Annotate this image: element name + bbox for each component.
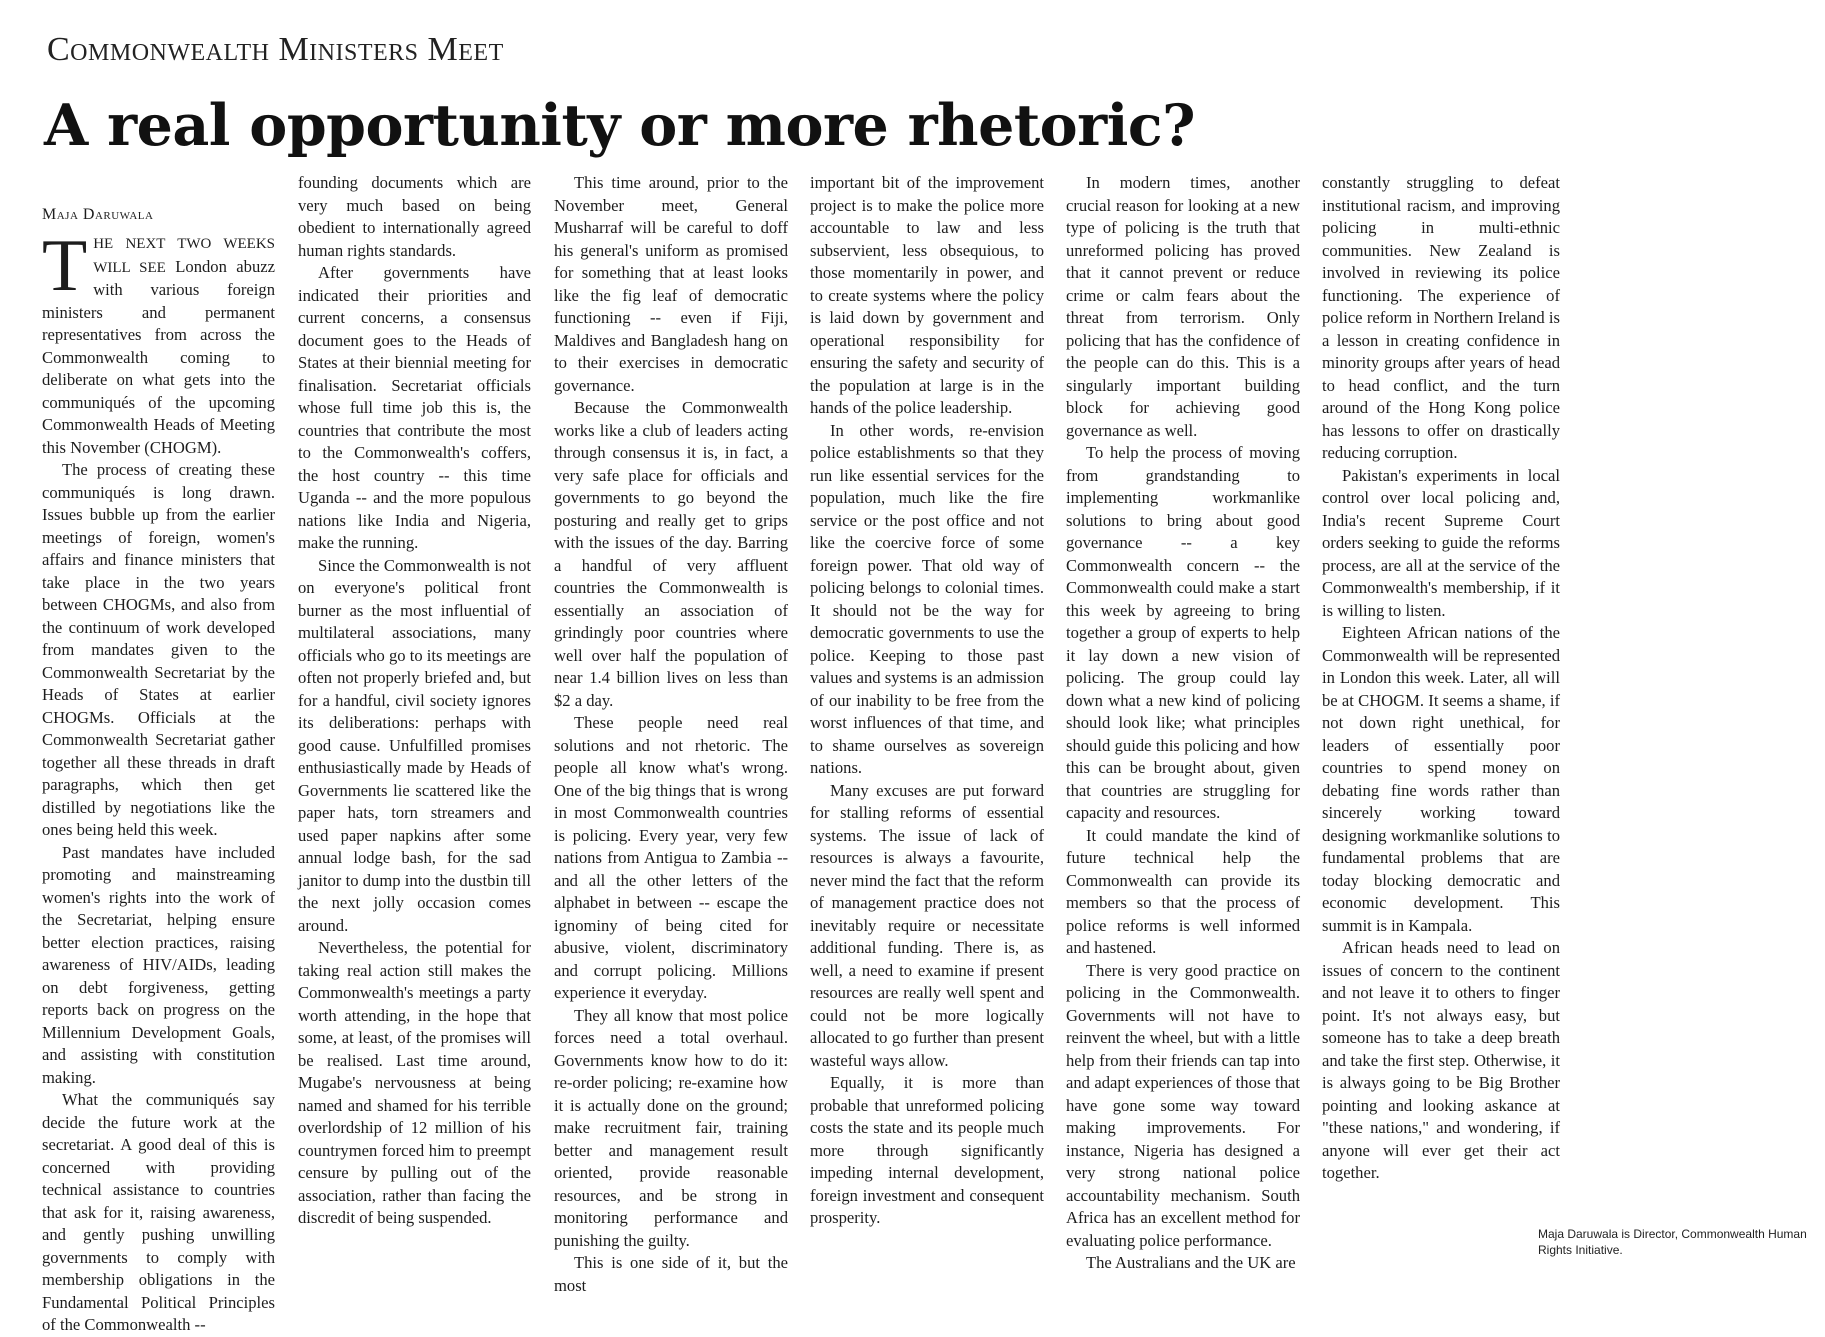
lead-paragraph-text: London abuzz with various foreign ministers and permanent representatives from across the Commonwealth coming to deliberate on what gets into the communiqués of the upcoming Commonwealth Heads of Meeting this November (CHOGM). — [42, 256, 275, 457]
article-paragraph: The Australians and the UK are — [1086, 1253, 1296, 1272]
article-paragraph: Eighteen African nations of the Commonwealth will be represented in London this week. Later, all will be at CHOGM. It seems a shame, if not down right unethical, for leaders of essentially poor countries to spend money on debating fine words rather than sincerely working toward designing workmanlike solutions to fundamental problems that are today blocking democratic and economic development. This summit is in Kampala. — [1322, 623, 1560, 935]
article-paragraph: There is very good practice on policing in the Commonwealth. Governments will not have to reinvent the wheel, but with a little help from their friends can tap into and adapt experiences of those that have gone some way toward making improvements. For instance, Nigeria has designed a very strong national police accountability mechanism. South Africa has an excellent method for evaluating police performance. — [1066, 960, 1300, 1250]
article-paragraph: These people need real solutions and not rhetoric. The people all know what's wrong. One of the big things that is wrong in most Commonwealth countries is policing. Every year, very few nations from Antigua to Zambia -- and all the other letters of the alphabet in between -- escape the ignominy of being cited for abusive, violent, discriminatory and corrupt policing. Millions experience it everyday. — [554, 713, 788, 1002]
article-paragraph: Since the Commonwealth is not on everyone's political front burner as the most influential of multilateral associations, many officials who go to its meetings are often not properly briefed and, but for a handful, civil society ignores its deliberations: perhaps with good cause. Unfulfilled promises enthusiastically made by Heads of Governments lie scattered like the paper hats, torn streamers and used paper napkins after some annual lodge bash, for the sad janitor to dump into the dustbin till the next jolly occasion comes around. — [298, 555, 531, 935]
article-paragraph: Nevertheless, the potential for taking real action still makes the Commonwealth's meetings a party worth attending, in the hope that some, at least, of the promises will be realised. Last time around, Mugabe's nervousness at being named and shamed for his terrible overlordship of 12 million of his countrymen forced him to preempt censure by pulling out of the association, rather than facing the discredit of being suspended. — [298, 938, 531, 1227]
article-paragraph: constantly struggling to defeat institutional racism, and improving policing in multi-ethnic communities. New Zealand is involved in reviewing its police functioning. The experience of police reform in Northern Ireland is a lesson in creating confidence in minority groups after years of head to head conflict, and the turn around of the Hong Kong police has lessons to offer on drastically reducing corruption. — [1322, 173, 1560, 462]
article-paragraph — [42, 225, 275, 459]
article-column-3 — [554, 172, 788, 1295]
article-paragraph: This is one side of it, but the most — [554, 1253, 788, 1295]
article-paragraph: In other words, re-envision police establishments so that they run like essential services for the population, much like the fire service or the post office and not like the coercive force of some foreign power. That old way of policing belongs to colonial times. It should not be the way for democratic governments to use the police. Keeping to those past values and systems is an admission of our inability to be free from the worst influences of that time, and to shame ourselves as sovereign nations. — [810, 420, 1044, 777]
author-footnote: Maja Daruwala is Director, Commonwealth Human Rights Initiative. — [1538, 1227, 1807, 1257]
article-paragraph: In modern times, another crucial reason for looking at a new type of policing is the truth that unreformed policing has proved that it cannot prevent or reduce crime or calm fears about the threat from terrorism. Only policing that has the confidence of the people can do this. This is a singularly important building block for achieving good governance as well. — [1066, 173, 1300, 440]
byline: Maja Daruwala — [42, 206, 154, 223]
article-column-6 — [1322, 172, 1560, 1232]
section-kicker: Commonwealth Ministers Meet — [47, 31, 504, 68]
article-column-5 — [1066, 172, 1300, 1272]
article-headline: A real opportunity or more rhetoric? — [44, 92, 1195, 159]
article-paragraph: What the communiqués say decide the future work at the secretariat. A good deal of this is concerned with providing technical assistance to countries that ask for it, raising awareness, and gently pushing unwilling governments to comply with membership obligations in the Fundamental Political Principles of the Commonwealth -- — [42, 1090, 275, 1334]
article-paragraph: It could mandate the kind of future technical help the Commonwealth can provide its members so that the process of police reforms is well informed and hastened. — [1066, 825, 1300, 957]
article-paragraph: African heads need to lead on issues of concern to the continent and not leave it to others to finger point. It's not always easy, but someone has to take a deep breath and take the first step. Otherwise, it is always going to be Big Brother pointing and looking askance at "these nations," and wondering, if anyone will ever get their act together. — [1322, 938, 1560, 1182]
article-paragraph: Because the Commonwealth works like a club of leaders acting through consensus it is, in fact, a very safe place for officials and governments to go beyond the posturing and really get to grips with the issues of the day. Barring a handful of very affluent countries the Commonwealth is essentially an association of grindingly poor countries where well over half the population of near 1.4 billion lives on less than $2 a day. — [554, 398, 788, 710]
drop-cap: T — [42, 225, 88, 307]
article-paragraph: Many excuses are put forward for stalling reforms of essential systems. The issue of lack of resources is always a favourite, never mind the fact that the reform of management practice does not inevitably require or necessitate additional funding. There is, as well, a need to examine if present resources are really well spent and could not be more logically allocated to go further than present wasteful ways allow. — [810, 780, 1044, 1070]
article-paragraph: Equally, it is more than probable that unreformed policing costs the state and its people much more through significantly impeding internal development, foreign investment and consequent prosperity. — [810, 1073, 1044, 1227]
article-column-1 — [42, 204, 275, 1334]
article-column-4 — [810, 172, 1044, 1232]
article-column-2 — [298, 172, 531, 1232]
article-paragraph: After governments have indicated their priorities and current concerns, a consensus document goes to the Heads of States at their biennial meeting for finalisation. Secretariat officials whose full time job this is, the countries that contribute the most to the Commonwealth's coffers, the host country -- this time Uganda -- and the more populous nations like India and Nigeria, make the running. — [298, 263, 531, 552]
article-paragraph: To help the process of moving from grandstanding to implementing workmanlike solutions to bring about good governance -- a key Commonwealth concern -- the Commonwealth could make a start this week by agreeing to bring together a group of experts to help it lay down a new vision of policing. The group could lay down what a new kind of policing should look like; what principles should guide this policing and how this can be brought about, given that countries are struggling for capacity and resources. — [1066, 443, 1300, 822]
article-paragraph: important bit of the improvement project is to make the police more accountable to law and less subservient, less obsequious, to those momentarily in power, and to create systems where the policy is laid down by government and operational responsibility for ensuring the safety and security of the population at large is in the hands of the police leadership. — [810, 173, 1044, 417]
lead-in-words: HE NEXT TWO WEEKS WILL SEE — [93, 236, 275, 276]
article-paragraph: They all know that most police forces need a total overhaul. Governments know how to do it: re-order policing; re-examine how it is actually done on the ground; make recruitment fair, training better and management result oriented, provide reasonable resources, and be strong in monitoring performance and punishing the guilty. — [554, 1005, 788, 1250]
article-paragraph: The process of creating these communiqués is long drawn. Issues bubble up from the earlier meetings of foreign, women's affairs and finance ministers that take place in the two years between CHOGMs, and also from the continuum of work developed from mandates given to the Commonwealth Secretariat by the Heads of States at earlier CHOGMs. Officials at the Commonwealth Secretariat gather together all these threads in draft paragraphs, which then get distilled by negotiations like the ones being held this week. — [42, 460, 275, 839]
article-paragraph: Past mandates have included promoting and mainstreaming women's rights into the work of the Secretariat, helping ensure better election practices, raising awareness of HIV/AIDs, leading on debt forgiveness, getting reports back on progress on the Millennium Development Goals, and assisting with constitution making. — [42, 842, 275, 1087]
article-paragraph: Pakistan's experiments in local control over local policing and, India's recent Supreme Court orders seeking to guide the reforms process, are all at the service of the Commonwealth's membership, if it is willing to listen. — [1322, 465, 1560, 620]
article-paragraph: This time around, prior to the November meet, General Musharraf will be careful to doff his general's uniform as promised for something that at least looks like the fig leaf of democratic functioning -- even if Fiji, Maldives and Bangladesh hang on to their exercises in democratic governance. — [554, 173, 788, 395]
article-paragraph: founding documents which are very much based on being obedient to internationally agreed human rights standards. — [298, 173, 531, 260]
